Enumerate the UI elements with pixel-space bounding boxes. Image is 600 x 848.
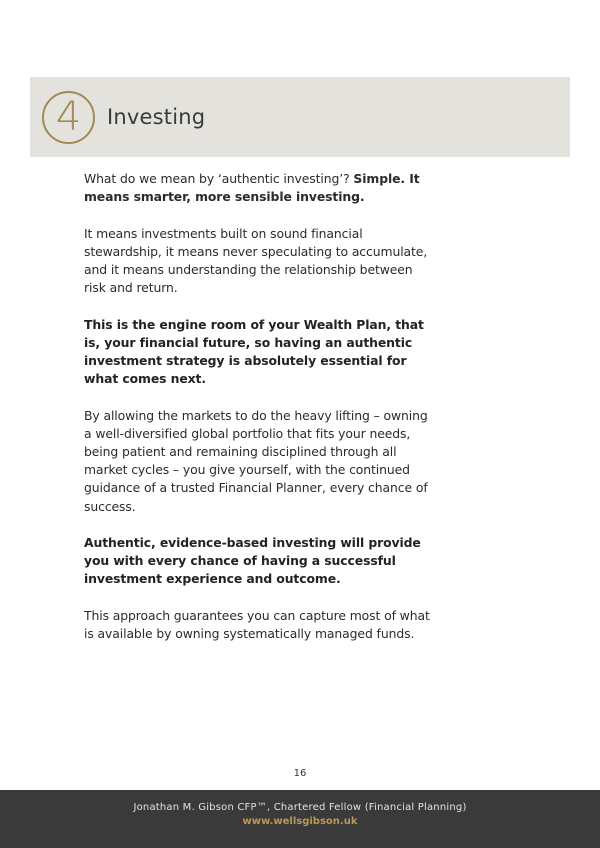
intro-answer: Simple. It means smarter, more sensible investing. <box>84 171 420 205</box>
body-content <box>84 170 434 661</box>
paragraph-engine-room: This is the engine room of your Wealth Plan, that is, your financial future, so having an authentic investment strategy is absolutely essential for what comes next. <box>84 316 424 387</box>
page-footer <box>0 790 600 848</box>
paragraph-intro <box>84 170 434 206</box>
paragraph-evidence-based: Authentic, evidence-based investing will provide you with every chance of having a successful investment experience and outcome. <box>84 535 421 587</box>
section-number: 4 <box>55 93 82 140</box>
footer-website-link[interactable]: www.wellsgibson.uk <box>242 816 358 827</box>
footer-credit: Jonathan M. Gibson CFP™, Chartered Fellow (Financial Planning) <box>133 802 467 813</box>
paragraph-approach: This approach guarantees you can capture most of what is available by owning systematically managed funds. <box>84 607 430 641</box>
section-number-badge <box>42 91 95 144</box>
intro-question: What do we mean by ‘authentic investing’? <box>84 171 354 186</box>
paragraph-stewardship: It means investments built on sound financial stewardship, it means never speculating to accumulate, and it means understanding the relationship between risk and return. <box>84 225 428 296</box>
page-number: 16 <box>293 768 307 779</box>
section-title: Investing <box>107 105 206 129</box>
paragraph-markets: By allowing the markets to do the heavy lifting – owning a well-diversified global portfolio that fits your needs, being patient and remaining disciplined through all market cycles – you give yourself, with the continued guidance of a trusted Financial Planner, every chance of success. <box>84 407 428 514</box>
